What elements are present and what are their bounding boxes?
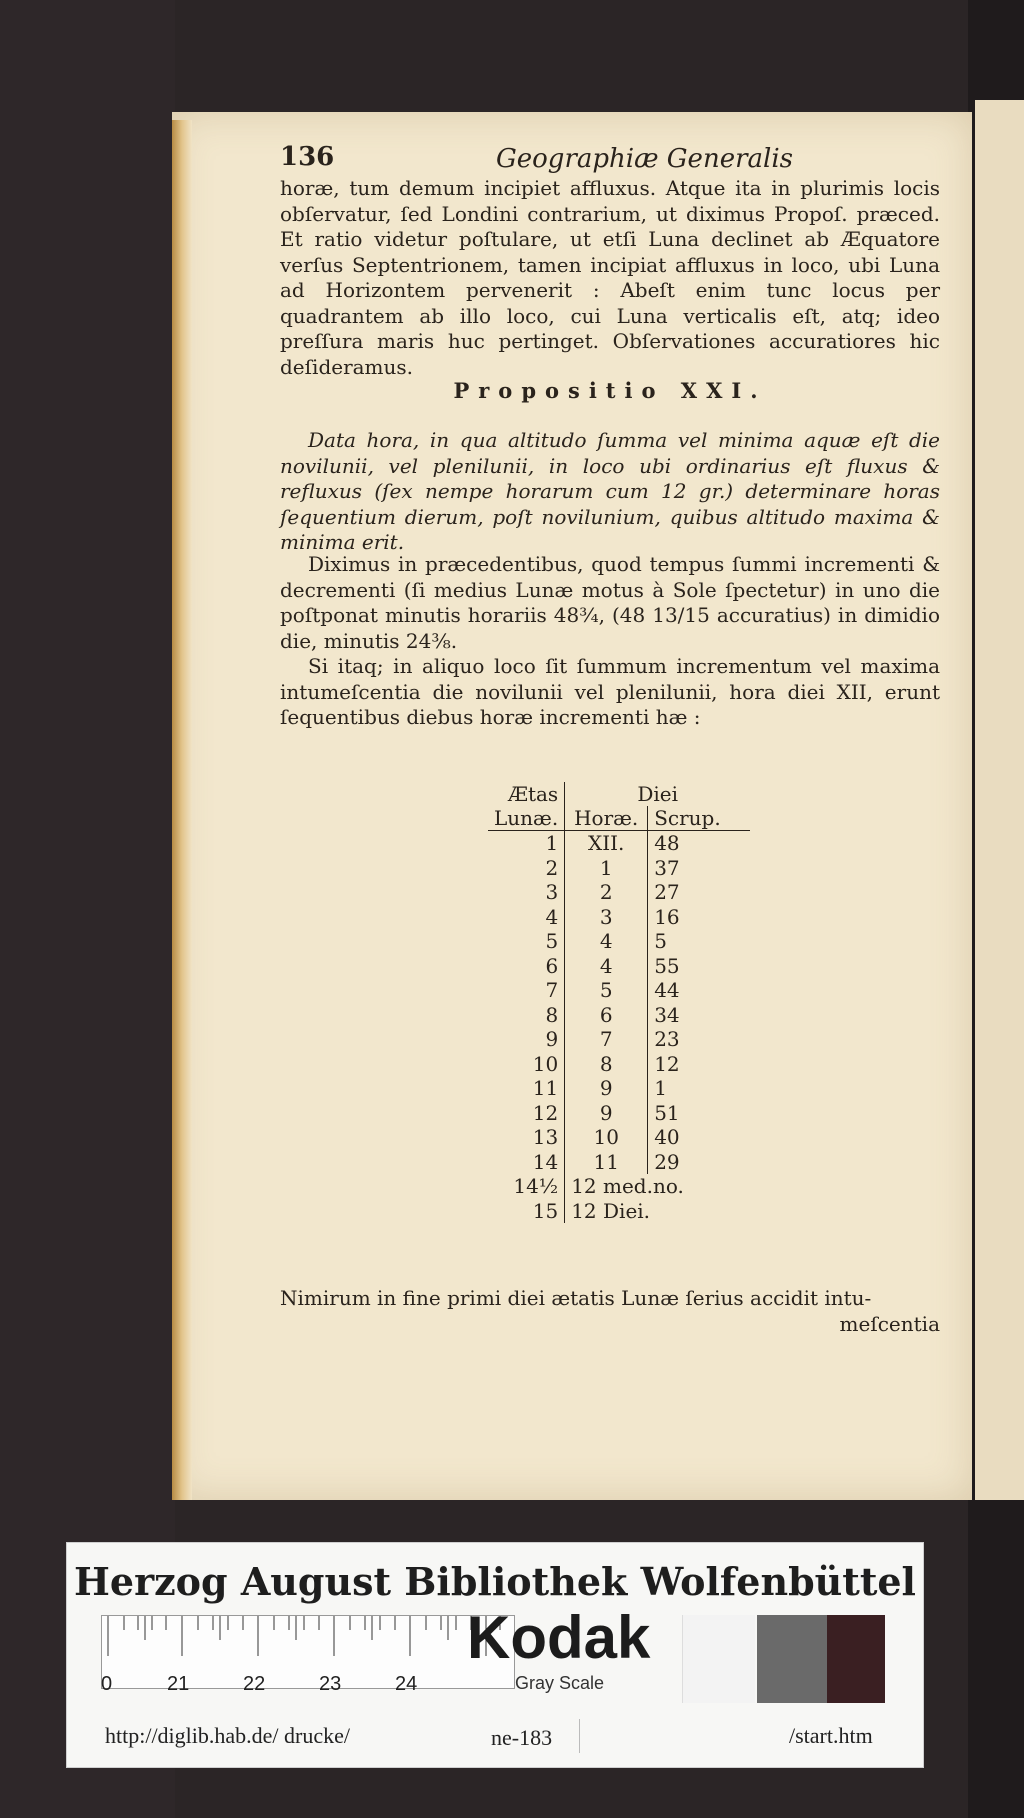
header-age-line1: Ætas [507, 782, 559, 806]
cell-hour: 8 [565, 1052, 648, 1077]
cell-scrup: 16 [648, 905, 751, 930]
cell-hour: 9 [565, 1101, 648, 1126]
cell-scrup: 37 [648, 856, 751, 881]
gray-swatch-dark [827, 1615, 885, 1703]
cell-scrup: 34 [648, 1003, 751, 1028]
cell-age: 5 [545, 929, 559, 953]
url-prefix: http://diglib.hab.de/ drucke/ [105, 1723, 351, 1748]
gray-swatch-mid [757, 1615, 827, 1703]
cell-age: 2 [545, 855, 559, 880]
cell-scrup: 5 [648, 929, 751, 954]
moon-age-table [488, 782, 758, 1223]
table-row [488, 856, 750, 881]
cell-hour: 4 [565, 929, 648, 954]
cell-hour: 2 [565, 880, 648, 905]
table-row [488, 1125, 750, 1150]
cell-scrup: 55 [648, 954, 751, 979]
ruler-number: 21 [167, 1673, 190, 1695]
cell-hour: 5 [565, 978, 648, 1003]
table-row [488, 1076, 750, 1101]
table-row [488, 1052, 750, 1077]
cell-age: 7 [545, 978, 559, 1002]
cell-hour: 10 [565, 1125, 648, 1150]
cell-hour: 4 [565, 954, 648, 979]
url-id: ne-183 [491, 1725, 553, 1750]
kodak-logo: Kodak [467, 1604, 651, 1671]
paragraph-3: Si itaq; in aliquo loco ſit ſummum incrementum vel maxima intumeſcentia die novilunii vel plenilunii, hora diei XII, erunt ſequentibus diebus horæ incrementi hæ : [280, 654, 940, 729]
next-page-edge [975, 100, 1024, 1500]
header-day: Diei [565, 782, 751, 806]
cell-age: 15 [532, 1198, 559, 1223]
table-row [488, 1150, 750, 1175]
cell-age: 13 [532, 1125, 559, 1149]
table-row [488, 954, 750, 979]
header-scrup: Scrup. [648, 806, 751, 831]
cell-age: 8 [545, 1002, 559, 1027]
ruler-number: 0 [101, 1673, 113, 1695]
catchword: meſcentia [839, 1311, 940, 1336]
table-row [488, 1199, 750, 1224]
cell-scrup: 44 [648, 978, 751, 1003]
table-row [488, 1003, 750, 1028]
paragraph-1: horæ, tum demum incipiet affluxus. Atque ita in plurimis locis obſervatur, ſed Londini contrarium, ut diximus Propoſ. præced. Et ratio videtur poſtulare, ut etſi Luna declinet ab Æquatore verſus Septentrionem, tamen incipiat affluxus in loco, ubi Luna ad Horizontem pervenerit : Abeſt enim tunc locus per quadrantem ab illo loco, cui Luna verticalis eſt, atq; ideo preſſura maris huc pertinget. Obſervationes accuratiores hic deſideramus. [280, 176, 940, 379]
page-number: 136 [280, 142, 335, 172]
cell-age: 10 [532, 1051, 559, 1076]
ruler-number: 24 [395, 1673, 418, 1695]
table-row [488, 880, 750, 905]
table-row [488, 1101, 750, 1126]
cell-scrup: 1 [648, 1076, 751, 1101]
running-head: Geographiæ Generalis [496, 144, 793, 174]
cell-hour-span: 12 Diei. [565, 1199, 751, 1224]
cell-age: 6 [545, 953, 559, 978]
url-divider [579, 1719, 580, 1753]
table-row [488, 929, 750, 954]
cell-hour-span: 12 med.no. [565, 1174, 751, 1199]
cell-age: 3 [545, 880, 559, 904]
cell-hour: 7 [565, 1027, 648, 1052]
table-row [488, 831, 750, 856]
ruler-number: 22 [243, 1673, 266, 1695]
table-row [488, 1027, 750, 1052]
gray-swatch-white [682, 1615, 755, 1703]
paragraph-2: Diximus in præcedentibus, quod tempus ſummi incrementi & decrementi (ſi medius Lunæ motus à Sole ſpectetur) in uno die poſtponat minutis horariis 48¾, (48 13/15 accuratius) in dimidio die, minutis 24⅜. [280, 552, 940, 653]
cell-hour: 3 [565, 905, 648, 930]
cell-age: 11 [532, 1076, 559, 1100]
cell-age: 9 [545, 1027, 559, 1051]
library-label [66, 1542, 924, 1768]
cell-scrup: 48 [648, 831, 751, 856]
table-row [488, 1174, 750, 1199]
cell-hour: 9 [565, 1076, 648, 1101]
cell-hour: 1 [565, 856, 648, 881]
cell-scrup: 12 [648, 1052, 751, 1077]
last-line-text: Nimirum in fine primi diei ætatis Lunæ ſerius accidit intu- [280, 1286, 872, 1310]
proposition-title: Propositio XXI. [453, 378, 767, 403]
ruler-numbers [101, 1673, 513, 1697]
cell-age: 1 [545, 831, 559, 855]
cell-age: 4 [545, 904, 559, 929]
cell-age: 14½ [513, 1174, 559, 1198]
page-gutter [172, 120, 192, 1500]
gray-scale-label: Gray Scale [515, 1673, 605, 1693]
header-age-line2: Lunæ. [488, 806, 565, 831]
cell-age: 12 [532, 1100, 559, 1125]
ruler-number: 23 [319, 1673, 342, 1695]
cell-scrup: 27 [648, 880, 751, 905]
cell-scrup: 23 [648, 1027, 751, 1052]
page-header [280, 142, 940, 176]
proposition-text: Data hora, in qua altitudo ſumma vel minima aquæ eſt die novilunii, vel plenilunii, in loco ubi ordinarius eſt fluxus & refluxus (ſex nempe horarum cum 12 gr.) determinare horas ſequentium dierum, poſt novilunium, quibus altitudo maxima & minima erit. [280, 428, 940, 554]
cell-hour: 6 [565, 1003, 648, 1028]
header-hours: Horæ. [565, 806, 648, 831]
library-title: Herzog August Bibliothek Wolfenbüttel [74, 1559, 916, 1604]
cell-scrup: 40 [648, 1125, 751, 1150]
cell-age: 14 [532, 1149, 559, 1174]
cell-hour: XII. [565, 831, 648, 856]
table-row [488, 905, 750, 930]
cell-scrup: 29 [648, 1150, 751, 1175]
last-line [280, 1286, 940, 1337]
table-row [488, 978, 750, 1003]
cell-hour: 11 [565, 1150, 648, 1175]
cell-scrup: 51 [648, 1101, 751, 1126]
url-suffix: /start.htm [789, 1723, 873, 1748]
